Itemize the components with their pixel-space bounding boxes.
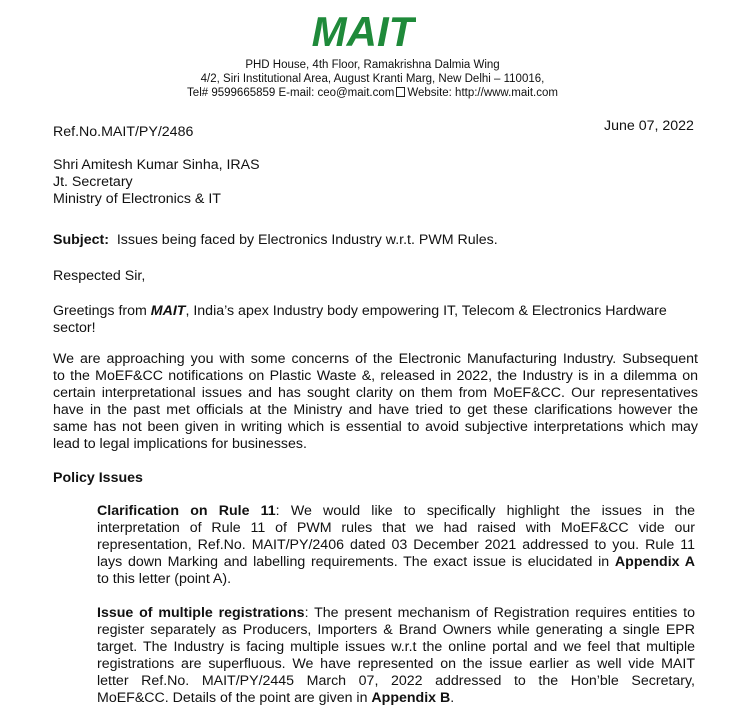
salutation: Respected Sir, [53,268,146,284]
addressee-title: Jt. Secretary [53,174,133,190]
addressee-name: Shri Amitesh Kumar Sinha, IRAS [53,157,260,173]
multireg-line-1: Issue of multiple registrations: The present mechanism of Registration requires entities to [97,605,695,621]
appendix-b: Appendix B [371,690,451,706]
multireg-line-4: registrations are superfluous. We have represented on the issue earlier as well vide MAIT [97,656,695,672]
multireg-heading: Issue of multiple registrations [97,605,305,621]
rule11-line-3: representation, Ref.No. MAIT/PY/2406 dated 03 December 2021 addressed to you. Rule 11 [97,537,695,553]
mait-logo-text: MAIT [311,8,415,52]
addressee-org: Ministry of Electronics & IT [53,191,221,207]
rule11-heading: Clarification on Rule 11 [97,503,276,519]
contact-line [100,87,645,101]
greeting-line-2: sector! [53,320,96,336]
greeting-line-1 [53,303,667,320]
multireg-line-5: letter Ref.No. MAIT/PY/2445 March 07, 2022 addressed to the Hon’ble Secretary, [97,673,695,689]
rule11-line-2: interpretation of Rule 11 of PWM rules that we had raised with MoEF&CC vide our [97,520,695,536]
intro-line-4: have in the past met officials at the Ministry and have tried to get these clarifications however the [53,402,698,418]
subject-line [53,232,498,249]
mait-logo [310,8,416,52]
policy-heading: Policy Issues [53,470,143,486]
subject-text: Issues being faced by Electronics Industry w.r.t. PWM Rules. [116,232,498,248]
intro-line-1: We are approaching you with some concerns of the Electronic Manufacturing Industry. Subsequent [53,351,698,367]
contact-website: Website: http://www.mait.com [407,87,558,99]
intro-line-6: lead to legal implications for businesses. [53,436,307,452]
ref-number: Ref.No.MAIT/PY/2486 [53,124,194,140]
intro-line-2: to the MoEF&CC notifications on Plastic Waste &, released in 2022, the Industry is in a dilemma on [53,368,698,384]
greeting-prefix: Greetings from [53,303,151,319]
multireg-line-6: MoEF&CC. Details of the point are given in Appendix B. [97,690,455,706]
rule11-line-5: to this letter (point A). [97,571,232,587]
rule11-line-4: lays down Marking and labelling requirements. The exact issue is elucidated in Appendix A [97,554,695,570]
box-glyph-icon [396,87,405,97]
multireg-line-2: register separately as Producers, Importers & Brand Owners while generating a single EPR [97,622,695,638]
multireg-line-3: target. The Industry is facing multiple issues w.r.t the online portal and we feel that multiple [97,639,695,655]
intro-line-5: same has not been given in writing which is essential to avoid subjective interpretations which may [53,419,698,435]
greeting-org: MAIT [150,303,186,319]
subject-label: Subject: [53,232,109,248]
letter-date: June 07, 2022 [604,118,694,134]
rule11-line-1: Clarification on Rule 11: We would like to specifically highlight the issues in the [97,503,695,519]
address-line-1: PHD House, 4th Floor, Ramakrishna Dalmia Wing [245,59,500,71]
appendix-a: Appendix A [614,554,695,570]
greeting-rest: , India’s apex Industry body empowering IT, Telecom & Electronics Hardware [185,303,667,319]
contact-tel-email: Tel# 9599665859 E-mail: ceo@mait.com [187,87,395,99]
address-line-2: 4/2, Siri Institutional Area, August Kranti Marg, New Delhi – 110016, [200,73,545,85]
intro-line-3: certain interpretational issues and has sought clarity on them from MoEF&CC. Our representatives [53,385,698,401]
